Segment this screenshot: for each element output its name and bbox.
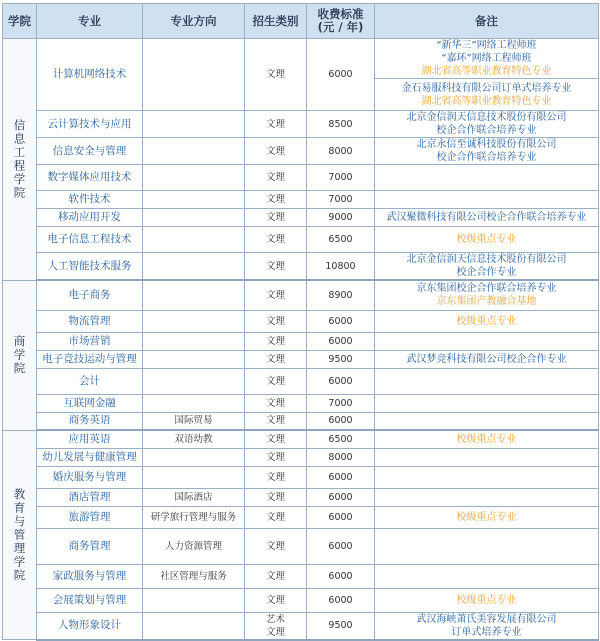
note-cell	[375, 448, 599, 466]
fee-cell: 8500	[307, 111, 375, 138]
direction-cell	[143, 111, 245, 138]
major-cell[interactable]: 软件技术	[37, 191, 143, 209]
category-line: 艺术	[265, 613, 285, 625]
note-line: 校级重点专业	[456, 234, 517, 245]
direction-cell: 研学旅行管理与服务	[143, 506, 245, 528]
fee-cell: 6000	[307, 412, 375, 430]
note-line: 校企合作专业	[456, 267, 517, 278]
direction-cell	[143, 227, 245, 253]
direction-cell	[143, 280, 245, 310]
category-cell: 文理	[245, 394, 307, 412]
major-cell[interactable]: 数字媒体应用技术	[37, 165, 143, 191]
table-row	[3, 209, 599, 227]
direction-cell: 社区管理与服务	[143, 564, 245, 588]
major-cell[interactable]: 会展策划与管理	[37, 588, 143, 612]
direction-cell	[143, 310, 245, 332]
major-cell[interactable]: 商务英语	[37, 412, 143, 430]
major-cell[interactable]: 会计	[37, 368, 143, 394]
direction-cell	[143, 191, 245, 209]
table-row	[3, 332, 599, 350]
note-cell	[375, 310, 599, 332]
direction-cell	[143, 332, 245, 350]
major-cell[interactable]: 信息安全与管理	[37, 138, 143, 165]
category-cell: 文理	[245, 39, 307, 111]
table-row	[3, 138, 599, 165]
table-row	[3, 39, 599, 79]
category-cell: 文理	[245, 310, 307, 332]
major-cell[interactable]: 幼儿发展与健康管理	[37, 448, 143, 466]
table-row	[3, 412, 599, 430]
direction-cell: 国际贸易	[143, 412, 245, 430]
category-cell: 文理	[245, 138, 307, 165]
table-row	[3, 528, 599, 564]
note-cell	[375, 209, 599, 227]
header-note: 备注	[375, 4, 599, 39]
note-cell	[375, 466, 599, 488]
major-cell[interactable]: 商务管理	[37, 528, 143, 564]
category-cell: 文理	[245, 466, 307, 488]
fee-cell: 9000	[307, 209, 375, 227]
major-cell[interactable]: 市场营销	[37, 332, 143, 350]
note-line: 校企合作联合培养专业	[436, 152, 537, 163]
note-cell	[375, 79, 599, 111]
direction-cell: 人力资源管理	[143, 528, 245, 564]
note-cell	[375, 280, 599, 310]
table-row	[3, 488, 599, 506]
table-row	[3, 191, 599, 209]
table-row	[3, 466, 599, 488]
table-row	[3, 448, 599, 466]
fee-cell: 7000	[307, 191, 375, 209]
header-fee-line2: (元 / 年)	[317, 20, 364, 34]
note-cell	[375, 588, 599, 612]
fee-cell: 6000	[307, 588, 375, 612]
school-info-engineering: 信息工程学院	[3, 39, 37, 281]
note-cell	[375, 612, 599, 640]
category-line: 文理	[265, 626, 285, 638]
fee-cell: 9500	[307, 612, 375, 640]
direction-cell: 国际酒店	[143, 488, 245, 506]
category-cell: 文理	[245, 430, 307, 448]
note-line: 京东集团校企合作联合培养专业	[416, 283, 557, 295]
direction-cell	[143, 39, 245, 111]
note-cell	[375, 368, 599, 394]
note-line: 湖北省高等职业教育特色专业	[421, 66, 552, 77]
note-cell	[375, 39, 599, 79]
note-cell	[375, 227, 599, 253]
direction-cell	[143, 588, 245, 612]
school-education-management: 教育与管理学院	[3, 430, 37, 640]
fee-cell: 6500	[307, 430, 375, 448]
fee-cell: 6500	[307, 227, 375, 253]
note-cell	[375, 564, 599, 588]
major-cell[interactable]: 互联网金融	[37, 394, 143, 412]
table-row	[3, 430, 599, 448]
header-fee-line1: 收费标准	[317, 7, 364, 21]
category-cell: 文理	[245, 350, 307, 368]
fee-cell: 7000	[307, 394, 375, 412]
direction-cell	[143, 394, 245, 412]
note-line: 湖北省高等职业教育特色专业	[421, 95, 552, 107]
note-line: 北京金信润天信息技术股份有限公司	[406, 112, 567, 123]
note-line: 金石易服科技有限公司订单式培养专业	[401, 82, 572, 94]
direction-cell	[143, 448, 245, 466]
category-cell: 文理	[245, 528, 307, 564]
note-line: “新华三”网络工程师班	[436, 40, 537, 51]
note-cell	[375, 111, 599, 138]
note-line: 北京金信润天信息技术股份有限公司	[406, 254, 567, 265]
note-cell	[375, 253, 599, 281]
note-cell	[375, 332, 599, 350]
category-cell: 文理	[245, 506, 307, 528]
direction-cell	[143, 165, 245, 191]
category-cell: 文理	[245, 227, 307, 253]
major-cell[interactable]: 电子信息工程技术	[37, 227, 143, 253]
note-cell	[375, 528, 599, 564]
category-cell: 文理	[245, 209, 307, 227]
fee-cell: 6000	[307, 528, 375, 564]
fee-cell: 6000	[307, 39, 375, 111]
direction-cell: 双语幼教	[143, 430, 245, 448]
table-row	[3, 564, 599, 588]
category-cell: 文理	[245, 332, 307, 350]
major-cell[interactable]: 应用英语	[37, 430, 143, 448]
table-row	[3, 165, 599, 191]
major-cell[interactable]: 酒店管理	[37, 488, 143, 506]
major-cell[interactable]: 旅游管理	[37, 506, 143, 528]
note-line: 武汉海峡萧氏美容发展有限公司	[416, 613, 557, 625]
note-line: 校级重点专业	[456, 315, 517, 327]
header-category: 招生类别	[245, 4, 307, 39]
note-cell	[375, 191, 599, 209]
category-cell: 文理	[245, 368, 307, 394]
fee-cell: 6000	[307, 310, 375, 332]
direction-cell	[143, 466, 245, 488]
note-cell	[375, 430, 599, 448]
table-row	[3, 310, 599, 332]
table-row	[3, 227, 599, 253]
fee-cell: 6000	[307, 506, 375, 528]
major-cell[interactable]: 电子商务	[37, 280, 143, 310]
fee-cell: 7000	[307, 165, 375, 191]
note-line: 订单式培养专业	[451, 626, 522, 638]
note-line: 校级重点专业	[456, 433, 517, 445]
fee-cell: 6000	[307, 466, 375, 488]
category-cell: 文理	[245, 448, 307, 466]
note-line: “嘉环”网络工程师班	[441, 53, 532, 64]
category-cell: 文理	[245, 191, 307, 209]
category-cell: 文理	[245, 564, 307, 588]
direction-cell	[143, 350, 245, 368]
direction-cell	[143, 253, 245, 281]
table-row	[3, 368, 599, 394]
note-line: 校级重点专业	[456, 511, 517, 523]
major-cell[interactable]: 婚庆服务与管理	[37, 466, 143, 488]
header-direction: 专业方向	[143, 4, 245, 39]
fee-cell: 6000	[307, 368, 375, 394]
table-row	[3, 506, 599, 528]
fee-cell: 6000	[307, 488, 375, 506]
major-cell[interactable]: 人物形象设计	[37, 612, 143, 640]
header-major: 专业	[37, 4, 143, 39]
major-cell[interactable]: 移动应用开发	[37, 209, 143, 227]
header-fee	[307, 4, 375, 39]
category-cell: 文理	[245, 412, 307, 430]
header-school: 学院	[3, 4, 37, 39]
note-cell	[375, 506, 599, 528]
header-row	[3, 4, 599, 39]
fee-cell: 8000	[307, 138, 375, 165]
note-cell	[375, 488, 599, 506]
admissions-table	[2, 3, 599, 641]
category-cell: 文理	[245, 165, 307, 191]
table-body	[3, 39, 599, 640]
note-line: 校级重点专业	[456, 594, 517, 606]
note-line: 北京永信至诚科技股份有限公司	[416, 139, 557, 150]
fee-cell: 6000	[307, 564, 375, 588]
table-row	[3, 111, 599, 138]
major-cell[interactable]: 家政服务与管理	[37, 564, 143, 588]
major-cell[interactable]: 云计算技术与应用	[37, 111, 143, 138]
major-cell[interactable]: 计算机网络技术	[37, 39, 143, 111]
category-cell: 文理	[245, 488, 307, 506]
school-business: 商学院	[3, 280, 37, 430]
fee-cell: 9500	[307, 350, 375, 368]
direction-cell	[143, 209, 245, 227]
table-row	[3, 394, 599, 412]
note-cell	[375, 165, 599, 191]
table-row	[3, 588, 599, 612]
category-cell: 文理	[245, 253, 307, 281]
table-row	[3, 280, 599, 310]
note-line: 武汉梦竞科技有限公司校企合作专业	[406, 353, 567, 365]
note-line: 京东集团产教融合基地	[436, 296, 537, 308]
table-row	[3, 253, 599, 281]
major-cell[interactable]: 物流管理	[37, 310, 143, 332]
major-cell[interactable]: 人工智能技术服务	[37, 253, 143, 281]
table-row	[3, 350, 599, 368]
note-line: 校企合作联合培养专业	[436, 125, 537, 136]
major-cell[interactable]: 电子竞技运动与管理	[37, 350, 143, 368]
category-cell: 文理	[245, 588, 307, 612]
note-cell	[375, 350, 599, 368]
fee-cell: 8900	[307, 280, 375, 310]
note-cell	[375, 138, 599, 165]
note-line: 武汉聚微科技有限公司校企合作联合培养专业	[386, 212, 587, 223]
fee-cell: 8000	[307, 448, 375, 466]
category-cell: 文理	[245, 111, 307, 138]
fee-cell: 6000	[307, 332, 375, 350]
note-cell	[375, 412, 599, 430]
direction-cell	[143, 138, 245, 165]
category-cell	[245, 612, 307, 640]
note-cell	[375, 394, 599, 412]
table-row	[3, 612, 599, 640]
direction-cell	[143, 368, 245, 394]
fee-cell: 10800	[307, 253, 375, 281]
category-cell: 文理	[245, 280, 307, 310]
direction-cell	[143, 612, 245, 640]
